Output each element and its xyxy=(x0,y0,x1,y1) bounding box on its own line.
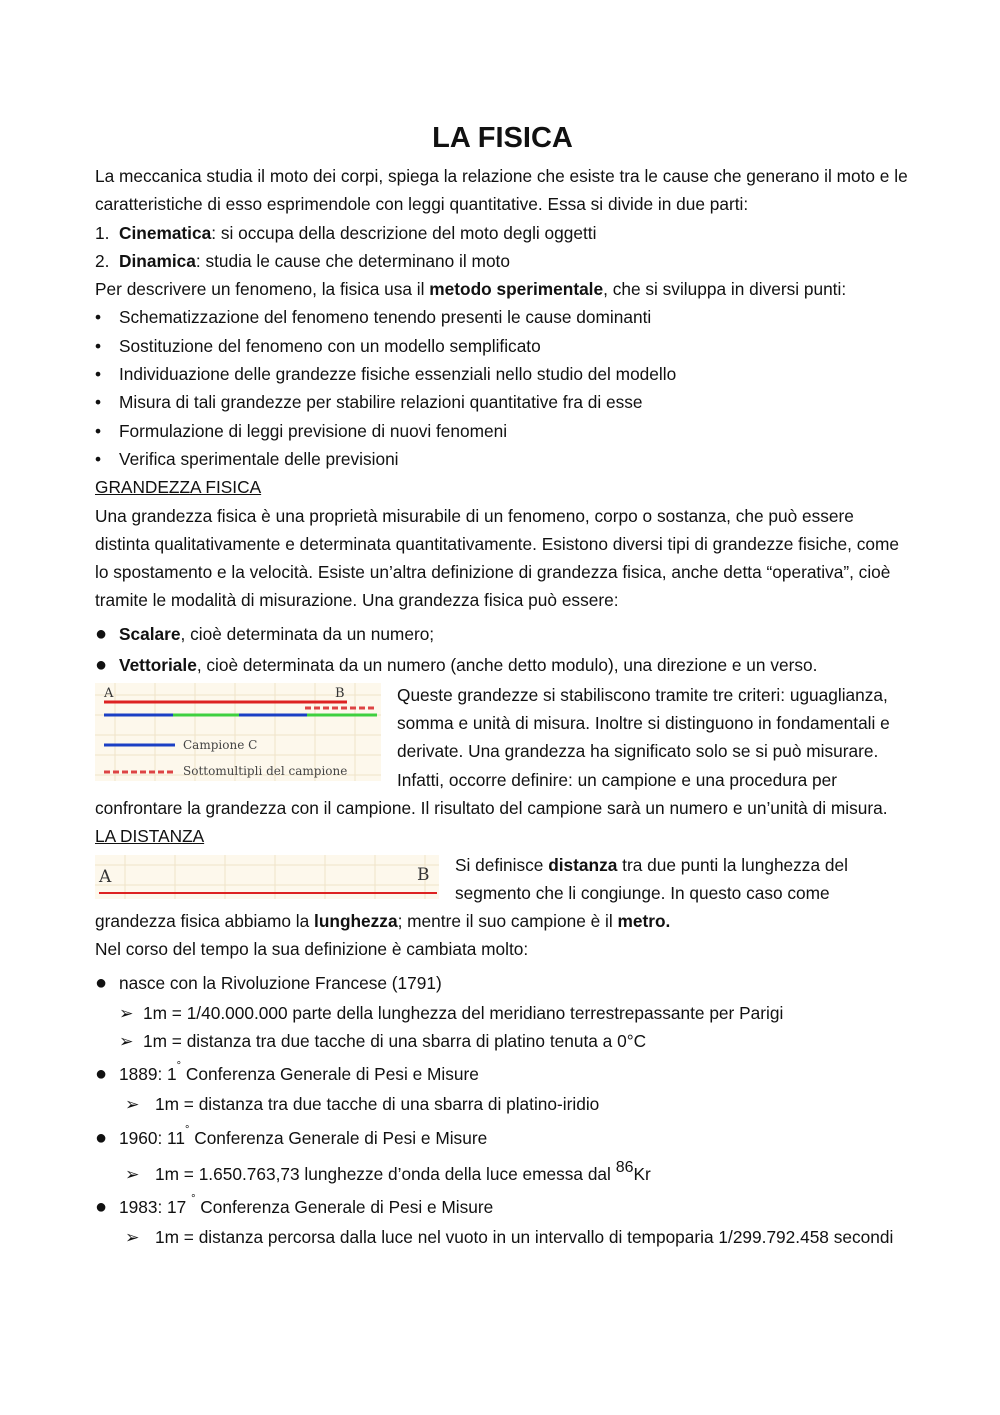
bullet-item xyxy=(95,445,910,473)
bullet-item xyxy=(95,360,910,388)
list-number: 1. xyxy=(95,222,110,243)
section-heading-distanza: LA DISTANZA xyxy=(95,826,205,847)
bullet-dot-icon: ● xyxy=(95,1126,108,1149)
legend-sub-label: Sottomultipli del campione xyxy=(183,763,348,778)
term-lunghezza: lunghezza xyxy=(314,911,398,932)
term-distanza: distanza xyxy=(548,854,618,875)
method-paragraph xyxy=(95,275,910,303)
bullet-text: Sostituzione del fenomeno con un modello semplificato xyxy=(119,335,541,356)
bullet-dot-icon: ● xyxy=(95,971,108,994)
bullet-icon: • xyxy=(95,307,102,328)
history-subtext: 1m = distanza tra due tacche di una sbarra di platino-iridio xyxy=(155,1094,600,1115)
history-text: 1889: 1 xyxy=(119,1064,177,1085)
history-text: Conferenza Generale di Pesi e Misure xyxy=(195,1196,494,1217)
history-text: nasce con la Rivoluzione Francese (1791) xyxy=(119,972,442,993)
bullet-icon: • xyxy=(95,448,102,469)
term-metro: metro. xyxy=(617,911,671,932)
term-cinematica: Cinematica xyxy=(119,222,212,243)
document-body xyxy=(95,118,910,1251)
isotope-mass-number: 86 xyxy=(615,1158,634,1176)
grandezza-paragraph: Una grandezza fisica è una proprietà misurabile di un fenomeno, corpo o sostanza, che può essere distinta qualitativamente e determinata quantitativamente. Esistono diversi tipi di grandezze fisiche, come lo spostamento e la velocità. Esiste un’altra definizione di grandezza fisica, anche detta “operativa”, cioè tramite le modalità di misurazione. Una grandezza fisica può essere: xyxy=(95,505,900,611)
bullet-dot-icon: ● xyxy=(95,653,108,676)
history-text: 1983: 17 xyxy=(119,1196,192,1217)
distance-text: Si definisce xyxy=(455,854,549,875)
bullet-icon: • xyxy=(95,392,102,413)
definition-text: : studia le cause che determinano il moto xyxy=(195,250,510,271)
history-subtext: 1m = 1.650.763,73 lunghezze d’onda della luce emessa dal xyxy=(155,1163,616,1184)
type-item-vettoriale xyxy=(95,650,910,681)
ordinal-mark: ° xyxy=(176,1060,182,1073)
type-text: , cioè determinata da un numero (anche detto modulo), una direzione e un verso. xyxy=(196,654,818,675)
bullet-item xyxy=(95,332,910,360)
bullet-text: Verifica sperimentale delle previsioni xyxy=(119,448,399,469)
legend-sample-label: Campione C xyxy=(183,737,258,752)
method-text-end: , che si sviluppa in diversi punti: xyxy=(603,279,847,300)
page-title: LA FISICA xyxy=(432,122,573,154)
history-subitem xyxy=(95,1027,910,1055)
bullet-text: Schematizzazione del fenomeno tenendo presenti le cause dominanti xyxy=(119,307,652,328)
term-dinamica: Dinamica xyxy=(119,250,196,271)
element-symbol: Kr xyxy=(633,1163,651,1184)
list-number: 2. xyxy=(95,250,110,271)
history-text: Conferenza Generale di Pesi e Misure xyxy=(189,1127,488,1148)
measurement-diagram xyxy=(95,683,381,781)
list-item-cinematica xyxy=(95,219,910,247)
arrow-bullet-icon: ➢ xyxy=(125,1226,140,1247)
point-a-label: A xyxy=(99,866,112,887)
distance-diagram xyxy=(95,855,439,899)
definition-text: : si occupa della descrizione del moto degli oggetti xyxy=(211,222,597,243)
bullet-item xyxy=(95,417,910,445)
history-item xyxy=(95,1059,910,1090)
ordinal-mark: ° xyxy=(185,1123,190,1136)
history-subtext: 1m = distanza percorsa dalla luce nel vuoto in un intervallo di tempoparia 1/299.792.458 secondi xyxy=(155,1226,894,1247)
point-b-label: B xyxy=(335,685,345,701)
bullet-text: Formulazione di leggi previsione di nuovi fenomeni xyxy=(119,420,508,441)
arrow-bullet-icon: ➢ xyxy=(125,1094,140,1115)
history-subtext: 1m = distanza tra due tacche di una sbarra di platino tenuta a 0°C xyxy=(143,1031,647,1052)
distance-text: ; mentre il suo campione è il xyxy=(397,911,618,932)
history-subtext: 1m = 1/40.000.000 parte della lunghezza del meridiano terrestrepassante per Parigi xyxy=(143,1002,784,1023)
arrow-bullet-icon: ➢ xyxy=(119,1002,134,1023)
term-metodo-sperimentale: metodo sperimentale xyxy=(429,279,604,300)
bullet-item xyxy=(95,388,910,416)
method-text: Per descrivere un fenomeno, la fisica usa il xyxy=(95,279,430,300)
bullet-icon: • xyxy=(95,335,102,356)
measurement-figure xyxy=(95,683,381,781)
arrow-bullet-icon: ➢ xyxy=(119,1031,134,1052)
history-intro: Nel corso del tempo la sua definizione è cambiata molto: xyxy=(95,939,529,960)
bullet-text: Misura di tali grandezze per stabilire relazioni quantitative fra di esse xyxy=(119,392,643,413)
ordinal-mark: ° xyxy=(191,1192,196,1205)
bullet-dot-icon: ● xyxy=(95,622,108,645)
history-text: 1960: 11 xyxy=(119,1127,185,1148)
history-item xyxy=(95,968,910,999)
history-subitem xyxy=(95,1160,910,1188)
term-vettoriale: Vettoriale xyxy=(119,654,197,675)
point-b-label: B xyxy=(417,864,430,885)
point-a-label: A xyxy=(104,685,114,701)
bullet-item xyxy=(95,303,910,331)
bullet-icon: • xyxy=(95,364,102,385)
type-text: , cioè determinata da un numero; xyxy=(180,623,435,644)
history-subitem xyxy=(95,1090,910,1118)
list-item-dinamica xyxy=(95,247,910,275)
distance-figure xyxy=(95,855,439,899)
section-heading-grandezza: GRANDEZZA FISICA xyxy=(95,477,262,498)
arrow-bullet-icon: ➢ xyxy=(125,1163,140,1184)
distance-text: tra due punti la lunghezza del segmento che li congiunge. In questo caso come grandezza fisica abbiamo la xyxy=(95,854,848,932)
type-item-scalare xyxy=(95,619,910,650)
history-item xyxy=(95,1123,910,1154)
bullet-dot-icon: ● xyxy=(95,1195,108,1218)
history-subitem xyxy=(95,999,910,1027)
history-subitem xyxy=(95,1223,910,1251)
bullet-dot-icon: ● xyxy=(95,1063,108,1086)
bullet-icon: • xyxy=(95,420,102,441)
criteria-paragraph: Queste grandezze si stabiliscono tramite tre criteri: uguaglianza, somma e unità di misura. Inoltre si distinguono in fondamentali e derivate. Una grandezza ha significato solo se si può misurare. Infatti, occorre definire: un campione e una procedura per confrontare la grandezza con il campione. Il risultato del campione sarà un numero e un’unità di misura. xyxy=(95,684,890,818)
intro-paragraph: La meccanica studia il moto dei corpi, spiega la relazione che esiste tra le cause che generano il moto e le caratteristiche di esso esprimendole con leggi quantitative. Essa si divide in due parti: xyxy=(95,166,908,215)
history-text: Conferenza Generale di Pesi e Misure xyxy=(181,1064,479,1085)
bullet-text: Individuazione delle grandezze fisiche essenziali nello studio del modello xyxy=(119,364,677,385)
history-item xyxy=(95,1192,910,1223)
term-scalare: Scalare xyxy=(119,623,181,644)
